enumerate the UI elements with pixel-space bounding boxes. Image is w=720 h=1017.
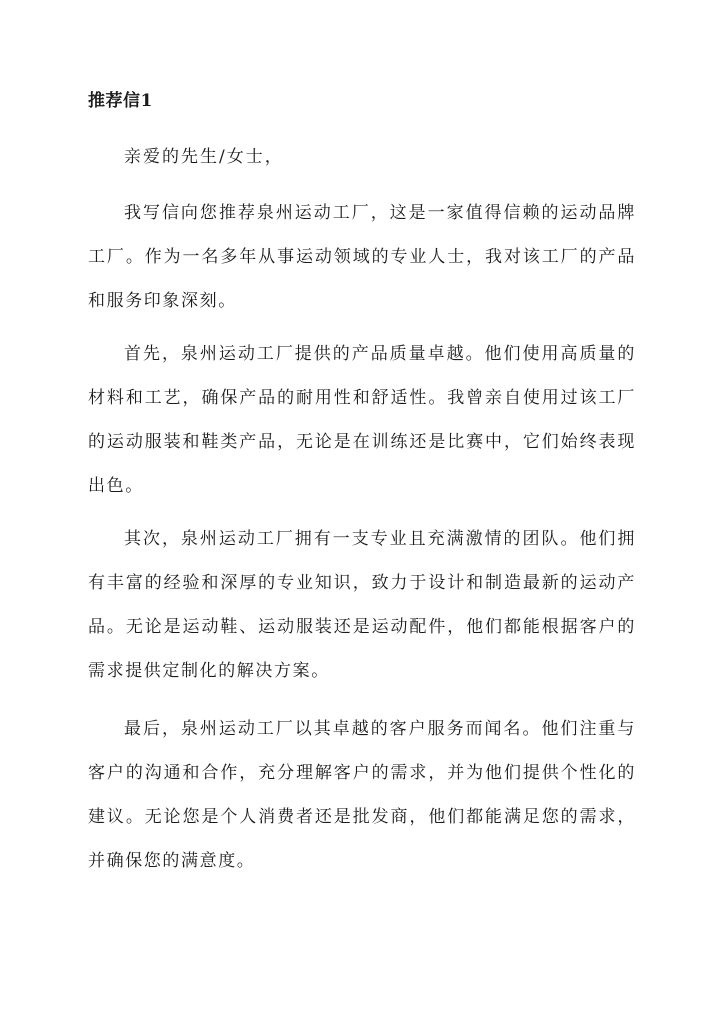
paragraph-3: 其次，泉州运动工厂拥有一支专业且充满激情的团队。他们拥有丰富的经验和深厚的专业知识，致力于设计和制造最新的运动产品。无论是运动鞋、运动服装还是运动配件，他们都能根据客户的需求提供定制化的解决方案。 [88,529,636,681]
paragraph-2: 首先，泉州运动工厂提供的产品质量卓越。他们使用高质量的材料和工艺，确保产品的耐用性和舒适性。我曾亲自使用过该工厂的运动服装和鞋类产品，无论是在训练还是比赛中，它们始终表现出色。 [88,344,636,496]
paragraph-4: 最后，泉州运动工厂以其卓越的客户服务而闻名。他们注重与客户的沟通和合作，充分理解客户的需求，并为他们提供个性化的建议。无论您是个人消费者还是批发商，他们都能满足您的需求，并确保您的满意度。 [88,719,636,871]
document-title: 推荐信1 [88,91,153,111]
salutation: 亲爱的先生/女士， [124,147,284,167]
paragraph-1: 我写信向您推荐泉州运动工厂，这是一家值得信赖的运动品牌工厂。作为一名多年从事运动领域的专业人士，我对该工厂的产品和服务印象深刻。 [88,203,636,311]
